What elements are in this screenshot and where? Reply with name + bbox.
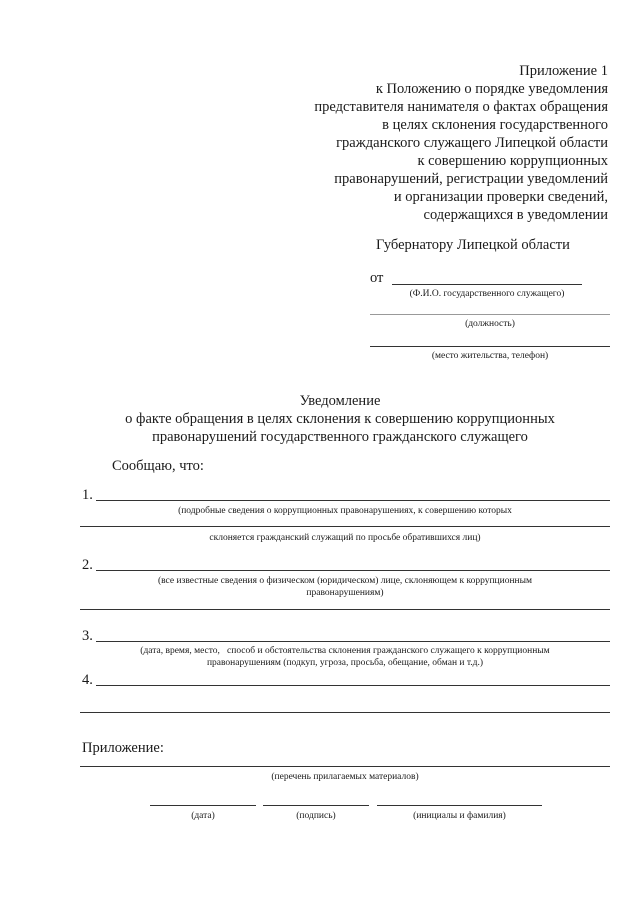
header-line: к Положению о порядке уведомления (375, 81, 608, 97)
header-line: правонарушений, регистрации уведомлений (334, 171, 608, 187)
date-caption: (дата) (191, 811, 215, 821)
name-line (392, 284, 582, 285)
item-caption: (все известные сведения о физическом (юридическом) лице, склоняющем к коррупционным (157, 576, 533, 586)
item-line (80, 526, 610, 527)
item-line (80, 712, 610, 713)
item-caption: (дата, время, место, способ и обстоятельства склонения гражданского служащего к коррупционным (140, 646, 550, 656)
fullname-line (377, 805, 542, 806)
addressee: Губернатору Липецкой области (376, 237, 570, 253)
item-caption: (подробные сведения о коррупционных правонарушениях, к совершению которых (178, 506, 512, 516)
from-label: от (370, 270, 384, 286)
header-line: представителя нанимателя о фактах обращения (314, 99, 608, 115)
item-line (96, 500, 610, 501)
header-line: гражданского служащего Липецкой области (336, 135, 608, 151)
appendix-title: Приложение 1 (519, 63, 608, 79)
name-caption: (Ф.И.О. государственного служащего) (409, 289, 565, 299)
doc-subtitle: правонарушений государственного гражданского служащего (152, 429, 528, 445)
item-line (80, 609, 610, 610)
item-number: 3. (82, 628, 93, 644)
attachment-caption: (перечень прилагаемых материалов) (271, 772, 419, 782)
doc-subtitle: о факте обращения в целях склонения к совершению коррупционных (125, 411, 555, 427)
position-line (370, 314, 610, 315)
date-line (150, 805, 256, 806)
residence-line (370, 346, 610, 347)
fullname-caption: (инициалы и фамилия) (413, 811, 506, 821)
attachment-label: Приложение: (82, 740, 164, 756)
item-line (96, 570, 610, 571)
item-number: 1. (82, 487, 93, 503)
header-line: содержащихся в уведомлении (423, 207, 608, 223)
header-line: в целях склонения государственного (382, 117, 608, 133)
item-line (96, 641, 610, 642)
item-caption: правонарушениям (подкуп, угроза, просьба, обещание, обман и т.д.) (206, 658, 484, 668)
attachment-line (80, 766, 610, 767)
item-number: 2. (82, 557, 93, 573)
residence-caption: (место жительства, телефон) (431, 351, 549, 361)
item-number: 4. (82, 672, 93, 688)
intro-text: Сообщаю, что: (112, 458, 204, 474)
header-line: к совершению коррупционных (417, 153, 608, 169)
signature-caption: (подпись) (296, 811, 336, 821)
signature-line (263, 805, 369, 806)
position-caption: (должность) (465, 319, 515, 329)
header-line: и организации проверки сведений, (393, 189, 608, 205)
doc-title: Уведомление (299, 393, 381, 409)
item-caption: правонарушениям) (306, 588, 384, 598)
item-line (96, 685, 610, 686)
item-caption: склоняется гражданский служащий по просьбе обратившихся лиц) (209, 533, 481, 543)
